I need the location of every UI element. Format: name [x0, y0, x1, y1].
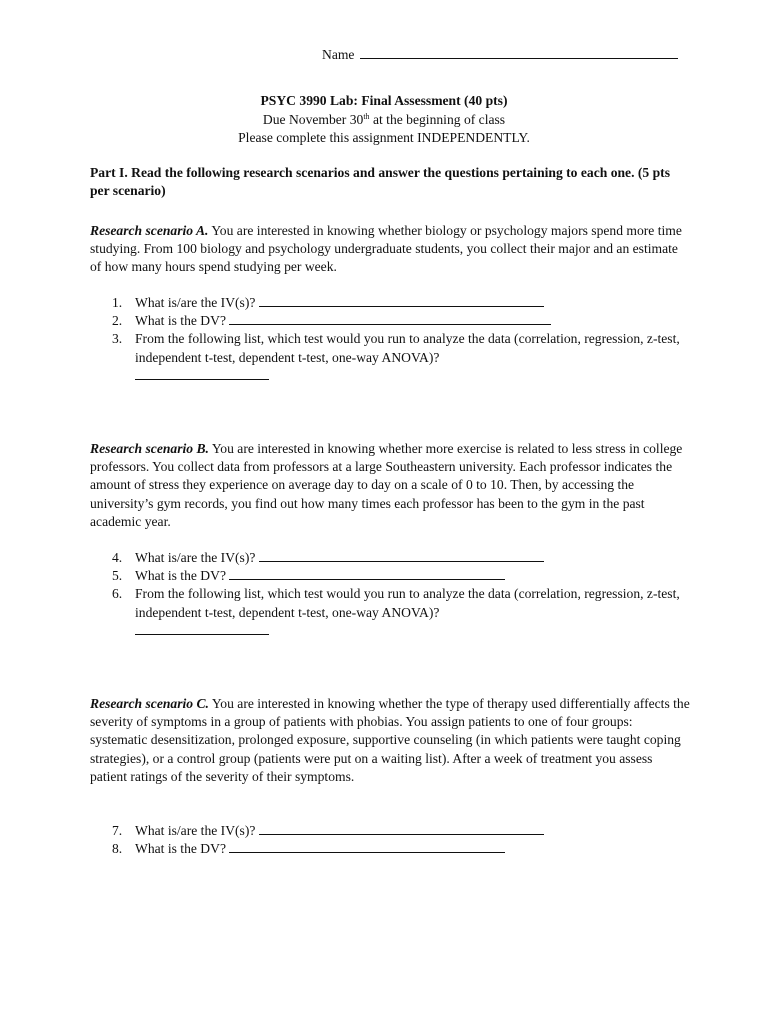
question-text: From the following list, which test would you run to analyze the data (correlation, regression, z-test, independent t-test, dependent t-test, one-way ANOVA)?	[135, 331, 680, 365]
question-item	[90, 549, 690, 567]
question-item	[90, 294, 690, 312]
question-item	[90, 330, 690, 385]
question-item	[90, 840, 690, 858]
scenario-b-questions	[90, 549, 690, 640]
question-text: What is the DV?	[135, 568, 230, 584]
scenario-b-text: You are interested in knowing whether more exercise is related to less stress in college professors. You collect data from professors at a large Southeastern university. Each professor indicates the amount of stress they experience on average day to day on a scale of 0 to 10. Then, by accessing the university’s gym records, you find out how many times each professor has been to the gym in the past academic year.	[90, 441, 683, 529]
scenario-c-title: Research scenario C.	[90, 696, 209, 711]
scenario-c-questions	[90, 822, 690, 858]
instruction-line: Please complete this assignment INDEPENDENTLY.	[238, 130, 530, 145]
answer-blank[interactable]	[229, 312, 551, 325]
question-item	[90, 585, 690, 640]
question-number: 8.	[112, 841, 123, 857]
question-item	[90, 567, 690, 585]
question-number: 3.	[112, 331, 123, 347]
due-prefix: Due November 30	[262, 111, 364, 127]
question-number: 2.	[112, 313, 123, 329]
scenario-a-paragraph	[90, 222, 690, 277]
scenario-a-questions	[90, 294, 690, 385]
scenario-c-paragraph	[90, 695, 690, 786]
scenario-c-text: You are interested in knowing whether the type of therapy used differentially affects the severity of symptoms in a group of patients with phobias. You assign patients to one of four groups: systematic desensitization, prolonged exposure, supportive counseling (in which patients were taught coping strategies), or a control group (patients were put on a waiting list). After a week of treatment you assess patient ratings of the severity of their symptoms.	[90, 696, 690, 784]
question-text: What is/are the IV(s)?	[135, 550, 259, 565]
question-text: What is/are the IV(s)?	[135, 823, 259, 838]
name-field[interactable]	[322, 46, 678, 64]
question-number: 6.	[112, 586, 123, 602]
document-header	[0, 92, 768, 148]
answer-blank[interactable]	[135, 367, 269, 380]
answer-blank[interactable]	[135, 622, 269, 635]
due-date-line	[0, 111, 768, 130]
scenario-b-title: Research scenario B.	[90, 441, 209, 456]
question-text: From the following list, which test would you run to analyze the data (correlation, regression, z-test, independent t-test, dependent t-test, one-way ANOVA)?	[135, 586, 680, 620]
document-title: PSYC 3990 Lab: Final Assessment (40 pts)	[260, 93, 508, 108]
name-blank[interactable]	[360, 46, 678, 59]
question-number: 1.	[112, 295, 123, 310]
answer-blank[interactable]	[259, 549, 544, 562]
scenario-b-paragraph	[90, 440, 690, 531]
question-number: 5.	[112, 568, 123, 584]
answer-blank[interactable]	[259, 294, 544, 307]
question-number: 7.	[112, 823, 123, 838]
scenario-a-title: Research scenario A.	[90, 223, 209, 238]
part-one-heading: Part I. Read the following research scenarios and answer the questions pertaining to each one. (5 pts per scenario)	[90, 165, 670, 199]
question-item	[90, 822, 690, 840]
answer-blank[interactable]	[229, 840, 505, 853]
question-number: 4.	[112, 550, 123, 565]
due-superscript: th	[363, 111, 370, 121]
question-text: What is the DV?	[135, 841, 230, 857]
scenario-a-text: You are interested in knowing whether biology or psychology majors spend more time studying. From 100 biology and psychology undergraduate students, you collect their major and an estimate of how many hours spend studying per week.	[90, 223, 682, 275]
answer-blank[interactable]	[229, 567, 505, 580]
question-text: What is the DV?	[135, 313, 230, 329]
name-label: Name	[322, 47, 355, 62]
answer-blank[interactable]	[259, 822, 544, 835]
question-text: What is/are the IV(s)?	[135, 295, 259, 310]
question-item	[90, 312, 690, 330]
due-suffix: at the beginning of class	[369, 111, 506, 127]
